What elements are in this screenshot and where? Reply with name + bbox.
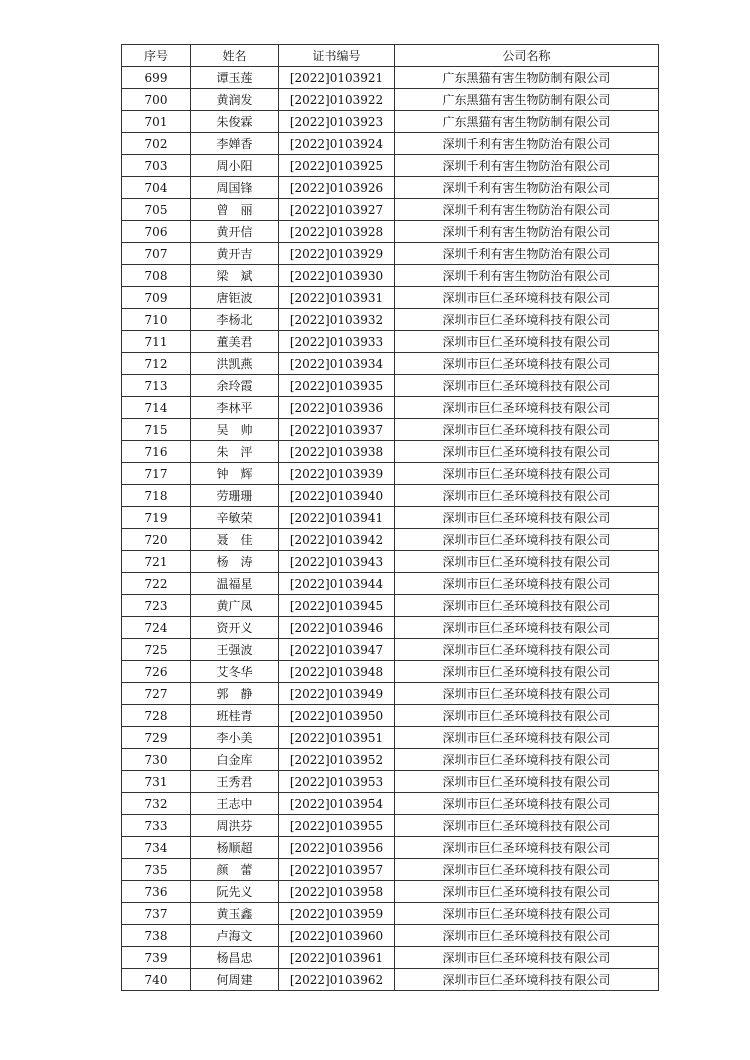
- table-row: [122, 727, 659, 749]
- cell-serial-number: 712: [122, 353, 191, 375]
- cell-certificate-number: [2022]0103947: [279, 639, 395, 661]
- cell-serial-number: 713: [122, 375, 191, 397]
- cell-name: 王秀君: [191, 771, 279, 793]
- table-row: [122, 529, 659, 551]
- cell-certificate-number: [2022]0103942: [279, 529, 395, 551]
- cell-certificate-number: [2022]0103958: [279, 881, 395, 903]
- table-row: [122, 353, 659, 375]
- cell-certificate-number: [2022]0103940: [279, 485, 395, 507]
- cell-name: 周洪芬: [191, 815, 279, 837]
- table-row: [122, 155, 659, 177]
- cell-certificate-number: [2022]0103939: [279, 463, 395, 485]
- cell-name: 聂 佳: [191, 529, 279, 551]
- cell-company-name: 深圳千利有害生物防治有限公司: [395, 243, 659, 265]
- cell-serial-number: 719: [122, 507, 191, 529]
- table-row: [122, 837, 659, 859]
- cell-company-name: 深圳市巨仁圣环境科技有限公司: [395, 397, 659, 419]
- table-row: [122, 441, 659, 463]
- table-row: [122, 67, 659, 89]
- cell-company-name: 深圳市巨仁圣环境科技有限公司: [395, 353, 659, 375]
- cell-serial-number: 704: [122, 177, 191, 199]
- cell-name: 艾冬华: [191, 661, 279, 683]
- header-row: [122, 45, 659, 67]
- cell-serial-number: 709: [122, 287, 191, 309]
- cell-certificate-number: [2022]0103936: [279, 397, 395, 419]
- cell-serial-number: 699: [122, 67, 191, 89]
- table-row: [122, 375, 659, 397]
- cell-name: 杨顺超: [191, 837, 279, 859]
- cell-name: 阮先义: [191, 881, 279, 903]
- cell-company-name: 深圳市巨仁圣环境科技有限公司: [395, 903, 659, 925]
- cell-name: 黄润发: [191, 89, 279, 111]
- cell-name: 朱俊霖: [191, 111, 279, 133]
- table-row: [122, 419, 659, 441]
- cell-certificate-number: [2022]0103944: [279, 573, 395, 595]
- cell-certificate-number: [2022]0103946: [279, 617, 395, 639]
- cell-name: 王志中: [191, 793, 279, 815]
- cell-company-name: 深圳市巨仁圣环境科技有限公司: [395, 859, 659, 881]
- cell-certificate-number: [2022]0103927: [279, 199, 395, 221]
- cell-name: 李婵香: [191, 133, 279, 155]
- cell-serial-number: 733: [122, 815, 191, 837]
- cell-serial-number: 732: [122, 793, 191, 815]
- table-row: [122, 485, 659, 507]
- cell-serial-number: 726: [122, 661, 191, 683]
- cell-serial-number: 706: [122, 221, 191, 243]
- cell-company-name: 深圳市巨仁圣环境科技有限公司: [395, 331, 659, 353]
- cell-certificate-number: [2022]0103924: [279, 133, 395, 155]
- cell-serial-number: 720: [122, 529, 191, 551]
- cell-serial-number: 702: [122, 133, 191, 155]
- cell-company-name: 深圳市巨仁圣环境科技有限公司: [395, 815, 659, 837]
- cell-certificate-number: [2022]0103930: [279, 265, 395, 287]
- cell-certificate-number: [2022]0103935: [279, 375, 395, 397]
- cell-name: 李杨北: [191, 309, 279, 331]
- cell-name: 朱 泙: [191, 441, 279, 463]
- cell-name: 余玲霞: [191, 375, 279, 397]
- header-certificate-number: 证书编号: [279, 45, 395, 67]
- cell-company-name: 深圳市巨仁圣环境科技有限公司: [395, 309, 659, 331]
- cell-name: 黄玉鑫: [191, 903, 279, 925]
- cell-company-name: 深圳市巨仁圣环境科技有限公司: [395, 947, 659, 969]
- cell-company-name: 深圳千利有害生物防治有限公司: [395, 199, 659, 221]
- table-row: [122, 793, 659, 815]
- cell-name: 王强波: [191, 639, 279, 661]
- header-serial-number: 序号: [122, 45, 191, 67]
- cell-certificate-number: [2022]0103929: [279, 243, 395, 265]
- cell-serial-number: 703: [122, 155, 191, 177]
- table-row: [122, 903, 659, 925]
- cell-name: 董美君: [191, 331, 279, 353]
- cell-company-name: 深圳市巨仁圣环境科技有限公司: [395, 463, 659, 485]
- table-row: [122, 265, 659, 287]
- cell-company-name: 广东黑猫有害生物防制有限公司: [395, 89, 659, 111]
- cell-name: 谭玉莲: [191, 67, 279, 89]
- cell-certificate-number: [2022]0103949: [279, 683, 395, 705]
- cell-serial-number: 710: [122, 309, 191, 331]
- table-row: [122, 749, 659, 771]
- cell-serial-number: 708: [122, 265, 191, 287]
- cell-serial-number: 705: [122, 199, 191, 221]
- cell-name: 辛敏荣: [191, 507, 279, 529]
- cell-company-name: 深圳市巨仁圣环境科技有限公司: [395, 925, 659, 947]
- cell-serial-number: 725: [122, 639, 191, 661]
- cell-serial-number: 727: [122, 683, 191, 705]
- cell-serial-number: 728: [122, 705, 191, 727]
- table-row: [122, 243, 659, 265]
- table-row: [122, 859, 659, 881]
- cell-name: 李小美: [191, 727, 279, 749]
- cell-company-name: 深圳市巨仁圣环境科技有限公司: [395, 485, 659, 507]
- table-row: [122, 947, 659, 969]
- cell-name: 吴 帅: [191, 419, 279, 441]
- table-row: [122, 617, 659, 639]
- cell-serial-number: 700: [122, 89, 191, 111]
- cell-serial-number: 711: [122, 331, 191, 353]
- cell-certificate-number: [2022]0103922: [279, 89, 395, 111]
- cell-name: 何周建: [191, 969, 279, 991]
- cell-serial-number: 730: [122, 749, 191, 771]
- cell-serial-number: 735: [122, 859, 191, 881]
- table-row: [122, 639, 659, 661]
- cell-company-name: 深圳市巨仁圣环境科技有限公司: [395, 727, 659, 749]
- cell-company-name: 深圳千利有害生物防治有限公司: [395, 221, 659, 243]
- cell-serial-number: 718: [122, 485, 191, 507]
- table-row: [122, 573, 659, 595]
- cell-company-name: 深圳市巨仁圣环境科技有限公司: [395, 551, 659, 573]
- cell-name: 李林平: [191, 397, 279, 419]
- cell-name: 黄开信: [191, 221, 279, 243]
- table-row: [122, 705, 659, 727]
- table-row: [122, 551, 659, 573]
- cell-company-name: 深圳千利有害生物防治有限公司: [395, 155, 659, 177]
- cell-company-name: 深圳市巨仁圣环境科技有限公司: [395, 749, 659, 771]
- cell-certificate-number: [2022]0103921: [279, 67, 395, 89]
- certificate-roster-table: [121, 44, 659, 991]
- cell-certificate-number: [2022]0103941: [279, 507, 395, 529]
- cell-name: 钟 辉: [191, 463, 279, 485]
- cell-name: 劳珊珊: [191, 485, 279, 507]
- table-header: [122, 45, 659, 67]
- cell-serial-number: 738: [122, 925, 191, 947]
- cell-name: 卢海文: [191, 925, 279, 947]
- cell-certificate-number: [2022]0103955: [279, 815, 395, 837]
- table-row: [122, 925, 659, 947]
- cell-certificate-number: [2022]0103933: [279, 331, 395, 353]
- table-row: [122, 815, 659, 837]
- table-body: [122, 67, 659, 991]
- cell-serial-number: 722: [122, 573, 191, 595]
- cell-company-name: 深圳千利有害生物防治有限公司: [395, 133, 659, 155]
- table-row: [122, 463, 659, 485]
- cell-name: 周小阳: [191, 155, 279, 177]
- cell-certificate-number: [2022]0103937: [279, 419, 395, 441]
- cell-certificate-number: [2022]0103956: [279, 837, 395, 859]
- cell-serial-number: 721: [122, 551, 191, 573]
- cell-name: 资开义: [191, 617, 279, 639]
- cell-company-name: 深圳市巨仁圣环境科技有限公司: [395, 683, 659, 705]
- table-row: [122, 89, 659, 111]
- cell-serial-number: 731: [122, 771, 191, 793]
- cell-serial-number: 737: [122, 903, 191, 925]
- cell-serial-number: 717: [122, 463, 191, 485]
- table-row: [122, 969, 659, 991]
- cell-company-name: 深圳市巨仁圣环境科技有限公司: [395, 507, 659, 529]
- cell-company-name: 深圳市巨仁圣环境科技有限公司: [395, 419, 659, 441]
- cell-company-name: 深圳市巨仁圣环境科技有限公司: [395, 375, 659, 397]
- cell-company-name: 深圳市巨仁圣环境科技有限公司: [395, 771, 659, 793]
- cell-name: 杨 涛: [191, 551, 279, 573]
- table-row: [122, 177, 659, 199]
- cell-company-name: 深圳市巨仁圣环境科技有限公司: [395, 969, 659, 991]
- cell-name: 梁 斌: [191, 265, 279, 287]
- table-row: [122, 683, 659, 705]
- cell-company-name: 深圳市巨仁圣环境科技有限公司: [395, 595, 659, 617]
- cell-name: 洪凯燕: [191, 353, 279, 375]
- cell-name: 曾 丽: [191, 199, 279, 221]
- cell-name: 黄广凤: [191, 595, 279, 617]
- cell-serial-number: 715: [122, 419, 191, 441]
- cell-serial-number: 724: [122, 617, 191, 639]
- cell-serial-number: 714: [122, 397, 191, 419]
- cell-serial-number: 740: [122, 969, 191, 991]
- table-row: [122, 507, 659, 529]
- cell-name: 温福星: [191, 573, 279, 595]
- cell-certificate-number: [2022]0103943: [279, 551, 395, 573]
- cell-serial-number: 723: [122, 595, 191, 617]
- table-row: [122, 331, 659, 353]
- cell-company-name: 深圳市巨仁圣环境科技有限公司: [395, 529, 659, 551]
- cell-certificate-number: [2022]0103948: [279, 661, 395, 683]
- cell-certificate-number: [2022]0103957: [279, 859, 395, 881]
- table-row: [122, 661, 659, 683]
- cell-serial-number: 707: [122, 243, 191, 265]
- table-row: [122, 199, 659, 221]
- cell-certificate-number: [2022]0103938: [279, 441, 395, 463]
- cell-company-name: 广东黑猫有害生物防制有限公司: [395, 111, 659, 133]
- cell-name: 颜 蕾: [191, 859, 279, 881]
- cell-company-name: 深圳市巨仁圣环境科技有限公司: [395, 639, 659, 661]
- cell-certificate-number: [2022]0103961: [279, 947, 395, 969]
- cell-certificate-number: [2022]0103952: [279, 749, 395, 771]
- cell-certificate-number: [2022]0103950: [279, 705, 395, 727]
- table-row: [122, 397, 659, 419]
- cell-company-name: 深圳市巨仁圣环境科技有限公司: [395, 881, 659, 903]
- table-row: [122, 111, 659, 133]
- cell-certificate-number: [2022]0103932: [279, 309, 395, 331]
- table-row: [122, 309, 659, 331]
- cell-company-name: 广东黑猫有害生物防制有限公司: [395, 67, 659, 89]
- cell-certificate-number: [2022]0103945: [279, 595, 395, 617]
- cell-company-name: 深圳市巨仁圣环境科技有限公司: [395, 705, 659, 727]
- cell-certificate-number: [2022]0103928: [279, 221, 395, 243]
- cell-name: 郭 静: [191, 683, 279, 705]
- cell-company-name: 深圳市巨仁圣环境科技有限公司: [395, 617, 659, 639]
- cell-certificate-number: [2022]0103953: [279, 771, 395, 793]
- cell-name: 唐钜波: [191, 287, 279, 309]
- cell-certificate-number: [2022]0103925: [279, 155, 395, 177]
- cell-certificate-number: [2022]0103934: [279, 353, 395, 375]
- cell-serial-number: 716: [122, 441, 191, 463]
- cell-company-name: 深圳市巨仁圣环境科技有限公司: [395, 661, 659, 683]
- table-row: [122, 595, 659, 617]
- table-row: [122, 771, 659, 793]
- cell-company-name: 深圳市巨仁圣环境科技有限公司: [395, 441, 659, 463]
- cell-company-name: 深圳市巨仁圣环境科技有限公司: [395, 837, 659, 859]
- cell-certificate-number: [2022]0103962: [279, 969, 395, 991]
- cell-company-name: 深圳市巨仁圣环境科技有限公司: [395, 287, 659, 309]
- cell-name: 黄开吉: [191, 243, 279, 265]
- cell-company-name: 深圳市巨仁圣环境科技有限公司: [395, 793, 659, 815]
- cell-certificate-number: [2022]0103954: [279, 793, 395, 815]
- cell-certificate-number: [2022]0103923: [279, 111, 395, 133]
- cell-serial-number: 736: [122, 881, 191, 903]
- cell-name: 白金库: [191, 749, 279, 771]
- table-row: [122, 287, 659, 309]
- cell-company-name: 深圳千利有害生物防治有限公司: [395, 265, 659, 287]
- cell-company-name: 深圳市巨仁圣环境科技有限公司: [395, 573, 659, 595]
- cell-certificate-number: [2022]0103951: [279, 727, 395, 749]
- table-row: [122, 133, 659, 155]
- cell-name: 杨昌忠: [191, 947, 279, 969]
- header-company-name: 公司名称: [395, 45, 659, 67]
- cell-company-name: 深圳千利有害生物防治有限公司: [395, 177, 659, 199]
- cell-serial-number: 739: [122, 947, 191, 969]
- cell-serial-number: 729: [122, 727, 191, 749]
- cell-certificate-number: [2022]0103931: [279, 287, 395, 309]
- cell-serial-number: 701: [122, 111, 191, 133]
- cell-name: 班桂青: [191, 705, 279, 727]
- header-name: 姓名: [191, 45, 279, 67]
- cell-certificate-number: [2022]0103959: [279, 903, 395, 925]
- table-row: [122, 881, 659, 903]
- table-row: [122, 221, 659, 243]
- cell-certificate-number: [2022]0103926: [279, 177, 395, 199]
- cell-serial-number: 734: [122, 837, 191, 859]
- cell-name: 周国锋: [191, 177, 279, 199]
- cell-certificate-number: [2022]0103960: [279, 925, 395, 947]
